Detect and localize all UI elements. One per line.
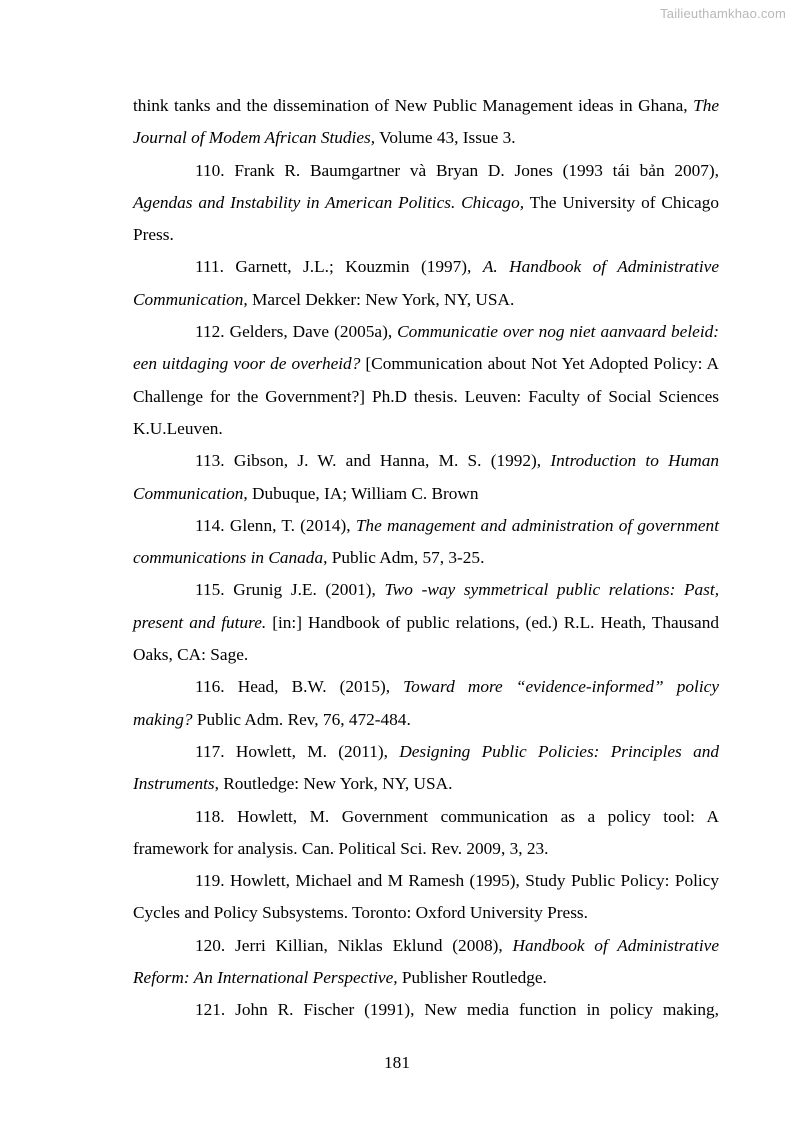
reference-title-italic: Two -way symmetrical public relations: Past, present and future. <box>133 580 720 632</box>
reference-entry <box>133 90 719 155</box>
reference-entry <box>133 865 719 930</box>
reference-entry <box>133 671 719 736</box>
reference-entry <box>133 155 719 252</box>
reference-entry <box>133 251 719 316</box>
reference-title-italic: Agendas and Instability in American Politics. Chicago, <box>133 192 525 212</box>
reference-title-italic: The management and administration of government communications in Canada <box>133 515 719 568</box>
reference-entry <box>133 574 719 671</box>
reference-list <box>133 90 719 1027</box>
reference-text: 119. Howlett, Michael and M Ramesh (1995), Study Public Policy: Policy Cycles and Policy Subsystems. Toronto: Oxford University Press. <box>133 871 719 923</box>
reference-entry <box>133 801 719 866</box>
reference-entry <box>133 316 719 445</box>
reference-text: 111. Garnett, J.L.; Kouzmin (1997), <box>195 257 483 277</box>
reference-entry <box>133 994 719 1026</box>
reference-entry <box>133 736 719 801</box>
reference-entry <box>133 510 719 575</box>
reference-text: 110. Frank R. Baumgartner và Bryan D. Jones (1993 tái bản 2007), <box>195 160 719 180</box>
page-number: 181 <box>384 1053 410 1072</box>
reference-title-italic: Handbook of Administrative Reform: An International Perspective, <box>133 935 719 988</box>
reference-text: 113. Gibson, J. W. and Hanna, M. S. (1992), <box>195 451 551 471</box>
reference-text: , Routledge: New York, NY, USA. <box>214 774 453 794</box>
reference-entry <box>133 445 719 510</box>
reference-title-italic: A. Handbook of Administrative Communication <box>133 257 719 309</box>
reference-text: 115. Grunig J.E. (2001), <box>195 580 385 600</box>
reference-title-italic: Communicatie over nog niet aanvaard beleid: een uitdaging voor de overheid? <box>133 322 720 374</box>
reference-title-italic: Toward more “evidence-informed” policy making? <box>133 677 719 729</box>
reference-title-italic: The Journal of Modem African Studies, <box>133 96 719 148</box>
reference-text: , Public Adm, 57, 3-25. <box>323 548 485 568</box>
reference-text: , Marcel Dekker: New York, NY, USA. <box>243 289 515 309</box>
reference-text: 121. John R. Fischer (1991), New media function in policy making, <box>195 1000 719 1020</box>
reference-text: 116. Head, B.W. (2015), <box>195 677 404 697</box>
reference-text: 120. Jerri Killian, Niklas Eklund (2008), <box>195 935 513 955</box>
reference-text: , Dubuque, IA; William C. Brown <box>243 483 479 503</box>
reference-title-italic: Introduction to Human Communication <box>133 451 719 503</box>
reference-text: 118. Howlett, M. Government communication as a policy tool: A framework for analysis. Can. Political Sci. Rev. 2009, 3, 23. <box>133 806 719 858</box>
reference-text: 117. Howlett, M. (2011), <box>195 741 400 761</box>
reference-text: 114. Glenn, T. (2014), <box>195 515 356 535</box>
reference-text: think tanks and the dissemination of New Public Management ideas in Ghana, <box>133 96 694 115</box>
reference-text: [in:] Handbook of public relations, (ed.) R.L. Heath, Thausand Oaks, CA: Sage. <box>133 612 719 665</box>
reference-title-italic: Designing Public Policies: Principles and Instruments <box>133 741 719 794</box>
reference-text: Publisher Routledge. <box>397 968 547 988</box>
reference-entry <box>133 930 719 995</box>
reference-text: Volume 43, Issue 3. <box>375 128 516 148</box>
watermark: Tailieuthamkhao.com <box>660 6 786 21</box>
reference-text: [Communication about Not Yet Adopted Policy: A Challenge for the Government?] Ph.D thesis. Leuven: Faculty of Social Sciences K.U.Leuven. <box>133 354 719 438</box>
reference-text: Public Adm. Rev, 76, 472-484. <box>192 709 411 729</box>
reference-text: 112. Gelders, Dave (2005a), <box>195 322 398 342</box>
reference-text: The University of Chicago Press. <box>133 192 719 245</box>
